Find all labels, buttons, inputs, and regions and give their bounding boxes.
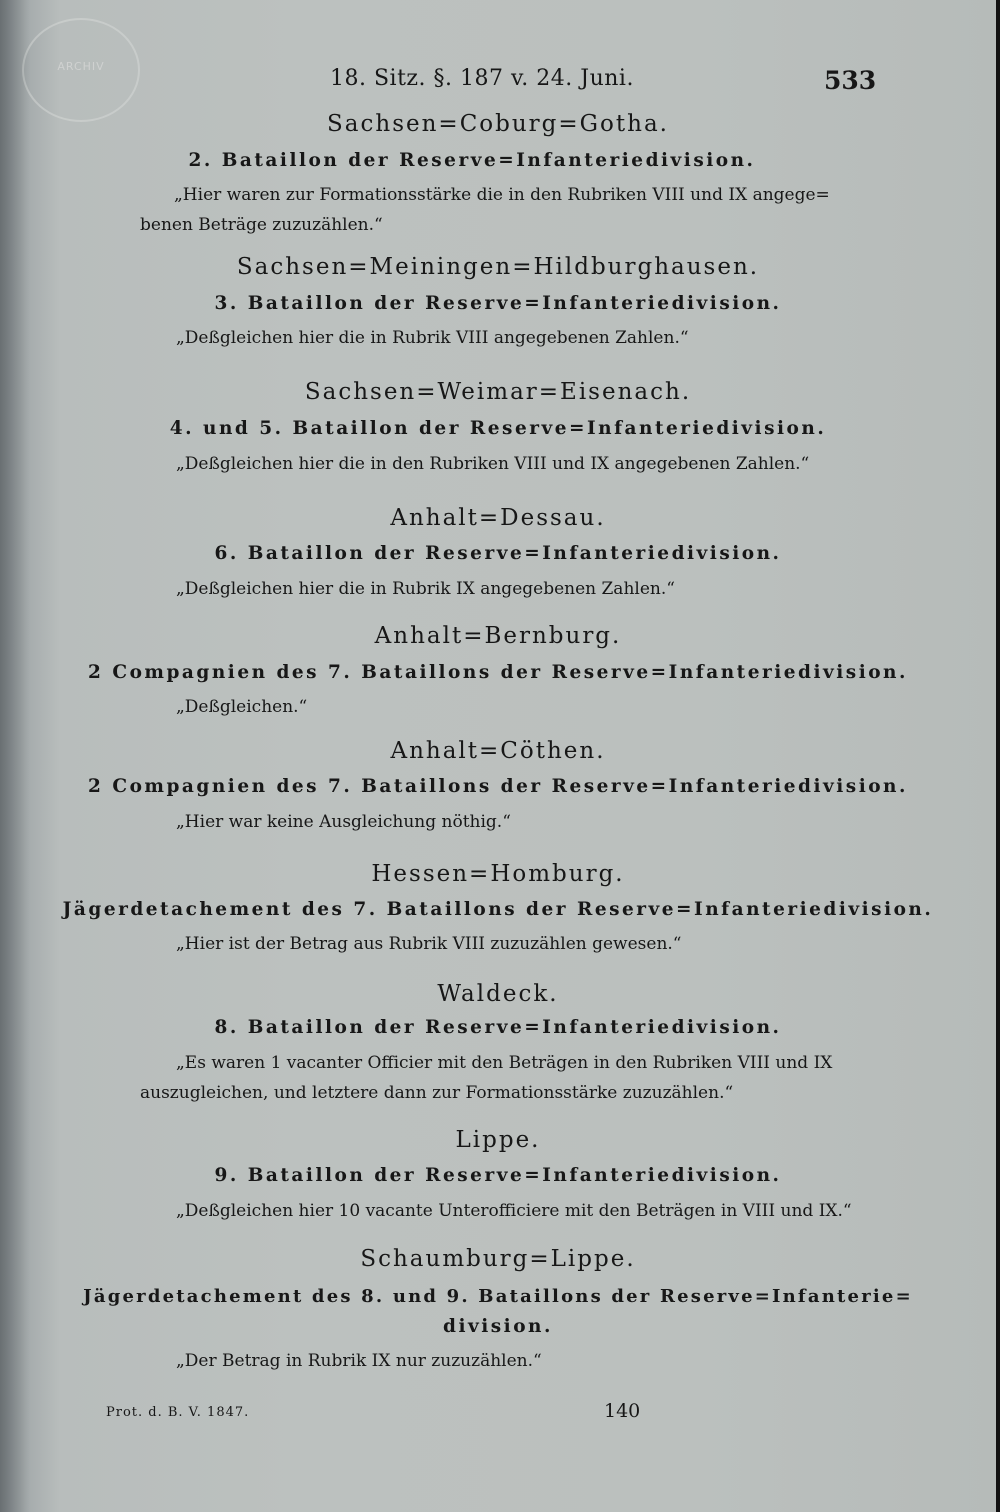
section-title-sachsen-meiningen: Sachsen=Meiningen=Hildburghausen. — [236, 254, 760, 280]
note-schaumburg-lippe: „Der Betrag in Rubrik IX nur zuzuzählen.“ — [176, 1351, 542, 1371]
unit-line-schaumburg-lippe: Jägerdetachement des 8. und 9. Bataillons der Reserve=Infanterie= — [83, 1286, 913, 1307]
stamp-text: ARCHIV — [57, 60, 105, 73]
unit-line-anhalt-dessau: 6. Bataillon der Reserve=Infanteriedivision. — [214, 543, 782, 564]
footer-sheet-number: 140 — [604, 1400, 641, 1422]
note-lippe: „Deßgleichen hier 10 vacante Unterofficiere mit den Beträgen in VIII und IX.“ — [176, 1201, 852, 1221]
unit-line-sachsen-meiningen: 3. Bataillon der Reserve=Infanteriedivision. — [214, 293, 782, 314]
section-title-schaumburg-lippe: Schaumburg=Lippe. — [360, 1246, 636, 1272]
unit-line-sachsen-coburg-gotha: 2. Bataillon der Reserve=Infanteriedivision. — [188, 150, 756, 171]
note-sachsen-weimar: „Deßgleichen hier die in den Rubriken VIII und IX angegebenen Zahlen.“ — [176, 454, 810, 474]
section-title-hessen-homburg: Hessen=Homburg. — [371, 861, 625, 887]
note-anhalt-dessau: „Deßgleichen hier die in Rubrik IX angegebenen Zahlen.“ — [176, 579, 675, 599]
note-sachsen-meiningen: „Deßgleichen hier die in Rubrik VIII angegebenen Zahlen.“ — [176, 328, 689, 348]
section-title-waldeck: Waldeck. — [437, 981, 559, 1007]
unit-line-anhalt-bernburg: 2 Compagnien des 7. Bataillons der Reserve=Infanteriedivision. — [88, 662, 908, 683]
section-title-sachsen-coburg-gotha: Sachsen=Coburg=Gotha. — [327, 111, 669, 137]
section-title-anhalt-dessau: Anhalt=Dessau. — [390, 505, 606, 531]
unit-line-lippe: 9. Bataillon der Reserve=Infanteriedivision. — [214, 1165, 782, 1186]
footer-protocol-reference: Prot. d. B. V. 1847. — [106, 1405, 250, 1420]
running-head: 18. Sitz. §. 187 v. 24. Juni. — [330, 66, 634, 91]
unit-line-waldeck: 8. Bataillon der Reserve=Infanteriedivision. — [214, 1017, 782, 1038]
unit-line-schaumburg-lippe-continued: division. — [443, 1316, 553, 1337]
section-title-lippe: Lippe. — [455, 1127, 541, 1153]
unit-line-anhalt-coethen: 2 Compagnien des 7. Bataillons der Reserve=Infanteriedivision. — [88, 776, 908, 797]
note-anhalt-coethen: „Hier war keine Ausgleichung nöthig.“ — [176, 812, 511, 832]
section-title-sachsen-weimar: Sachsen=Weimar=Eisenach. — [304, 379, 692, 405]
note-waldeck: „Es waren 1 vacanter Officier mit den Beträgen in den Rubriken VIII und IX auszugleichen, und letztere dann zur Formationsstärke zuzuzählen.“ — [140, 1053, 833, 1103]
library-stamp — [22, 18, 140, 122]
section-title-anhalt-bernburg: Anhalt=Bernburg. — [374, 623, 622, 649]
note-hessen-homburg: „Hier ist der Betrag aus Rubrik VIII zuzuzählen gewesen.“ — [176, 934, 682, 954]
note-sachsen-coburg-gotha: „Hier waren zur Formationsstärke die in den Rubriken VIII und IX angege= benen Beträge zuzuzählen.“ — [140, 185, 830, 235]
unit-line-hessen-homburg: Jägerdetachement des 7. Bataillons der Reserve=Infanteriedivision. — [62, 899, 934, 920]
note-anhalt-bernburg: „Deßgleichen.“ — [176, 697, 308, 717]
unit-line-sachsen-weimar: 4. und 5. Bataillon der Reserve=Infanteriedivision. — [169, 418, 827, 439]
section-title-anhalt-coethen: Anhalt=Cöthen. — [390, 738, 606, 764]
page-number: 533 — [824, 66, 877, 95]
